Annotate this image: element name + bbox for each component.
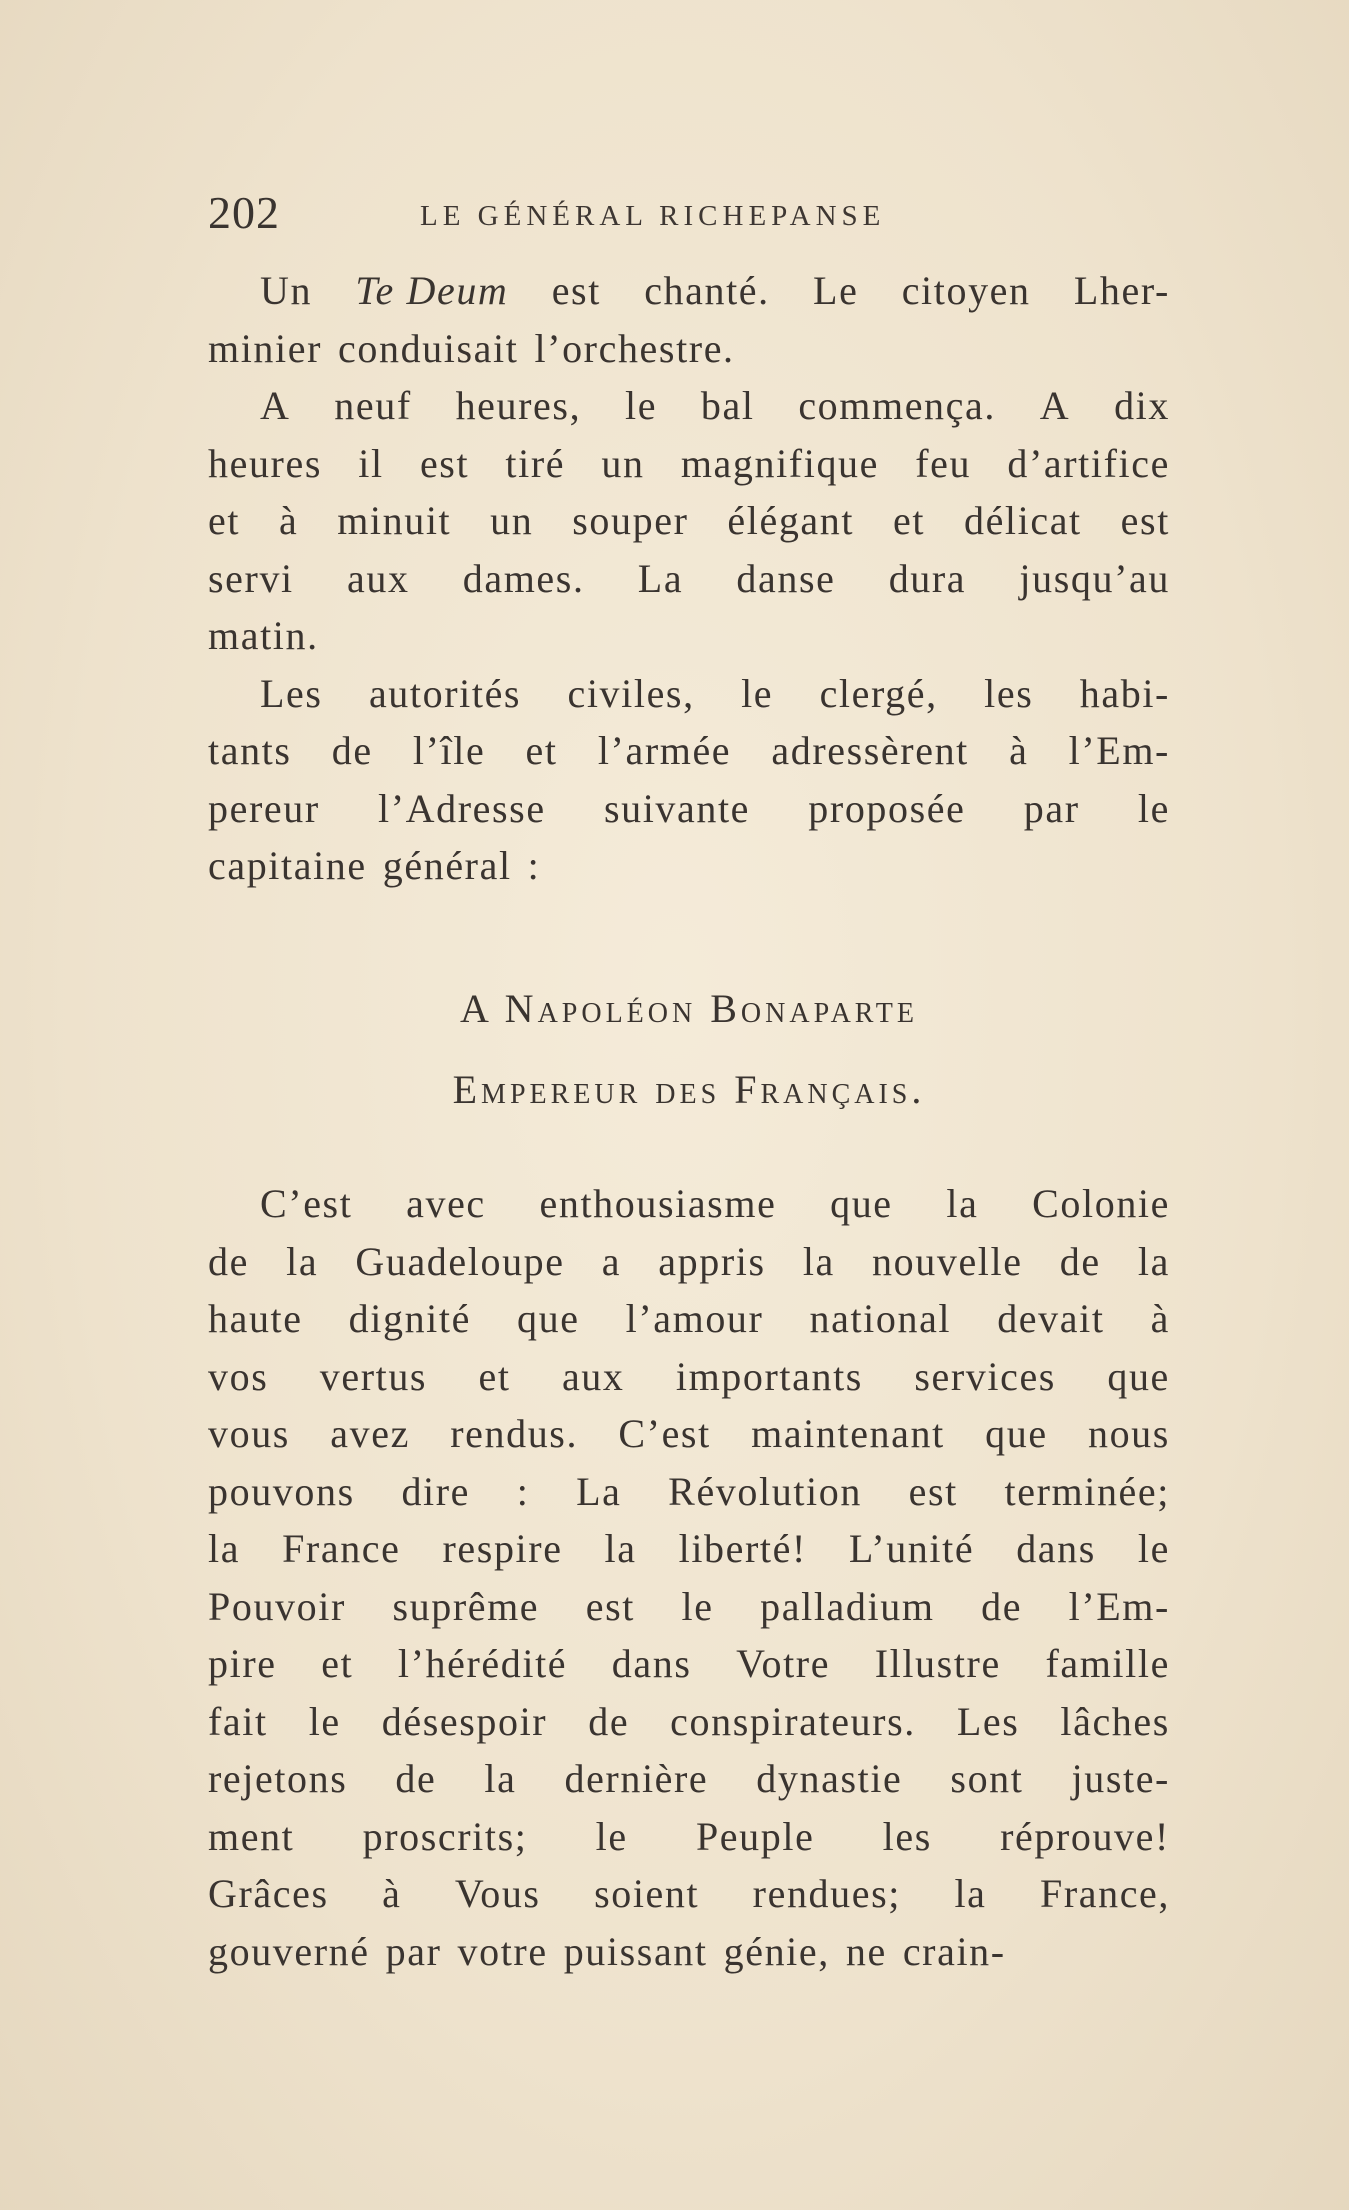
word: la [208, 1526, 241, 1571]
word: la [802, 1238, 835, 1284]
text-line [208, 1808, 1170, 1866]
word: A [260, 383, 291, 428]
paragraph-bal [208, 377, 1170, 665]
word: que [1107, 1353, 1170, 1399]
word: heures, [455, 383, 582, 428]
word: un [601, 440, 645, 486]
word: est [585, 1583, 635, 1629]
word: autorités [368, 670, 522, 716]
word: pereur [208, 785, 320, 831]
text-line [208, 1865, 1170, 1923]
word: dire [401, 1468, 471, 1514]
word: dynastie [756, 1756, 903, 1801]
word: enthousiasme [539, 1181, 777, 1226]
word: désespoir [381, 1698, 548, 1744]
word: aux [346, 555, 410, 601]
word: La [576, 1468, 622, 1514]
word: palladium [760, 1583, 935, 1629]
word: rendues; [752, 1871, 901, 1916]
paragraph-adresse [208, 1175, 1170, 1980]
word: France [282, 1526, 401, 1571]
word: souper [572, 498, 689, 543]
word: C’est [618, 1411, 711, 1456]
word: de [588, 1698, 630, 1744]
text-line [208, 1405, 1170, 1463]
word: magnifique [680, 440, 879, 486]
word: les [882, 1813, 932, 1859]
word: vertus [319, 1353, 428, 1399]
word: Votre [736, 1641, 831, 1686]
word: pire [208, 1641, 277, 1686]
word: liberté! [678, 1526, 807, 1571]
word: est [419, 440, 470, 486]
word: que [517, 1296, 580, 1341]
word: servi [208, 555, 294, 601]
word: général [382, 843, 512, 888]
word: la [954, 1871, 987, 1916]
word: gouverné [208, 1928, 370, 1974]
word: Colonie [1032, 1181, 1170, 1226]
text-line [208, 492, 1170, 550]
address-title-line-2: Empereur des Français. [452, 1067, 926, 1112]
body-text-lower [208, 1175, 1170, 1980]
word: et [525, 728, 558, 773]
text-line [208, 607, 1170, 665]
word: l’armée [597, 728, 732, 773]
word: haute [208, 1296, 303, 1341]
word: A [1039, 383, 1071, 428]
word: le [308, 1698, 341, 1744]
running-title: LE GÉNÉRAL RICHEPANSE [420, 200, 886, 232]
word: danse [736, 555, 836, 601]
paragraph-te-deum [208, 262, 1170, 377]
word: la [604, 1526, 637, 1571]
word: proposée [808, 785, 966, 831]
word: le [1137, 785, 1170, 831]
word: Guadeloupe [355, 1238, 565, 1284]
word: Le [813, 268, 859, 313]
word: lâches [1060, 1698, 1170, 1744]
word: tiré [505, 440, 566, 486]
word: Lher- [1073, 268, 1170, 313]
word: ment [208, 1813, 295, 1859]
word: capitaine [208, 843, 367, 888]
word: puissant [563, 1928, 708, 1974]
word: Révolution [668, 1468, 862, 1514]
word: Un [260, 268, 313, 313]
text-line [208, 1693, 1170, 1751]
text-line [208, 1578, 1170, 1636]
word: est [551, 268, 601, 313]
word: juste- [1071, 1756, 1170, 1801]
address-title-line-1: A Napoléon Bonaparte [460, 986, 918, 1031]
word: et [321, 1641, 354, 1686]
word: par [1023, 785, 1080, 831]
word: un [490, 498, 534, 543]
word: national [809, 1296, 952, 1341]
word: réprouve! [1000, 1813, 1170, 1859]
word: de [1059, 1238, 1101, 1284]
word: l’Em- [1068, 728, 1170, 773]
word: la [484, 1756, 517, 1801]
text-line [208, 320, 1170, 378]
word: à [1150, 1296, 1170, 1341]
word: il [358, 440, 384, 486]
word: à [1009, 728, 1029, 773]
word: dura [888, 555, 967, 601]
word: et [893, 498, 926, 543]
word: sont [950, 1756, 1024, 1801]
word: respire [442, 1526, 563, 1571]
word: Vous [454, 1871, 541, 1916]
word: aux [561, 1353, 625, 1399]
word: commença. [798, 383, 996, 428]
word: dames. [462, 555, 585, 601]
word: élégant [727, 498, 855, 543]
word: dernière [564, 1756, 709, 1801]
page-header [208, 186, 968, 246]
word: avez [330, 1411, 410, 1456]
text-line [208, 550, 1170, 608]
word: La [637, 555, 684, 601]
word: terminée; [1004, 1468, 1170, 1514]
word: que [830, 1181, 893, 1226]
word: votre [457, 1928, 548, 1974]
word: avec [406, 1181, 486, 1226]
word: France, [1039, 1871, 1170, 1916]
word: importants [675, 1353, 863, 1399]
text-line [208, 1463, 1170, 1521]
word: minier [208, 325, 323, 371]
word: appris [658, 1238, 766, 1284]
word: le [681, 1583, 714, 1629]
word: conduisait [338, 325, 519, 371]
word: crain- [902, 1928, 1006, 1974]
word: clergé, [819, 670, 938, 716]
word: la [286, 1238, 319, 1284]
word: Peuple [695, 1813, 815, 1859]
word: habi- [1079, 670, 1170, 716]
word: Te Deum [355, 268, 509, 313]
word: la [1137, 1238, 1170, 1284]
word: le [1137, 1526, 1170, 1571]
word: Illustre [874, 1641, 1001, 1686]
text-line [208, 1348, 1170, 1406]
word: rejetons [208, 1756, 348, 1801]
word: fait [208, 1698, 268, 1744]
word: le [595, 1813, 628, 1859]
word: à [382, 1871, 402, 1916]
word: : [516, 1468, 530, 1514]
word: de [331, 728, 373, 773]
word: génie, [723, 1928, 830, 1974]
word: Grâces [208, 1871, 329, 1916]
word: nous [1087, 1411, 1170, 1456]
word: l’île [412, 728, 486, 773]
text-line [208, 1520, 1170, 1578]
word: devait [997, 1296, 1105, 1341]
word: rendus. [450, 1411, 579, 1456]
word: C’est [260, 1181, 353, 1226]
word: : [527, 843, 541, 888]
word: et [478, 1353, 511, 1399]
word: suprême [392, 1583, 540, 1629]
word: chanté. [644, 268, 770, 313]
word: maintenant [751, 1411, 945, 1456]
word: a [601, 1238, 622, 1284]
word: dans [1016, 1526, 1096, 1571]
word: est [908, 1468, 958, 1514]
word: heures [208, 440, 322, 486]
word: L’unité [848, 1526, 975, 1571]
word: de [395, 1756, 437, 1801]
text-line [208, 837, 1170, 895]
word: matin. [208, 613, 319, 658]
text-line [208, 1750, 1170, 1808]
word: l’Em- [1068, 1583, 1170, 1629]
word: la [946, 1181, 979, 1226]
word: ne [845, 1928, 887, 1974]
word: par [385, 1928, 442, 1974]
text-line [208, 780, 1170, 838]
word: est [1120, 498, 1170, 543]
word: citoyen [901, 268, 1031, 313]
word: services [914, 1353, 1056, 1399]
word: conspirateurs. [670, 1698, 916, 1744]
word: de [981, 1583, 1023, 1629]
text-line [208, 722, 1170, 780]
word: de [208, 1238, 249, 1284]
word: minuit [337, 498, 452, 543]
word: nouvelle [872, 1238, 1023, 1284]
word: le [741, 670, 774, 716]
text-line [208, 1290, 1170, 1348]
word: neuf [334, 383, 412, 428]
paragraph-autorites [208, 665, 1170, 895]
text-line [208, 1233, 1170, 1291]
word: bal [700, 383, 755, 428]
word: feu [915, 440, 972, 486]
word: proscrits; [362, 1813, 528, 1859]
word: vous [208, 1411, 290, 1456]
word: soient [594, 1871, 700, 1916]
page-number: 202 [208, 187, 280, 238]
word: l’amour [625, 1296, 764, 1341]
word: dix [1114, 383, 1170, 428]
word: l’hérédité [397, 1641, 568, 1686]
word: pouvons [208, 1468, 355, 1514]
word: les [984, 670, 1034, 716]
word: dignité [348, 1296, 471, 1341]
word: Les [260, 670, 323, 716]
word: l’Adresse [378, 785, 546, 831]
body-text-upper [208, 262, 1170, 895]
word: Les [956, 1698, 1020, 1744]
word: adressèrent [771, 728, 969, 773]
word: l’orchestre. [534, 325, 735, 371]
word: suivante [603, 785, 751, 831]
text-line [208, 1175, 1170, 1233]
text-line [208, 665, 1170, 723]
word: tants [208, 728, 292, 773]
word: Pouvoir [208, 1583, 346, 1629]
word: dans [611, 1641, 692, 1686]
word: vos [208, 1353, 269, 1399]
word: le [624, 383, 658, 428]
text-line [208, 435, 1170, 493]
text-line [208, 377, 1170, 435]
word: que [985, 1411, 1048, 1456]
text-line [208, 1923, 1170, 1981]
word: civiles, [567, 670, 695, 716]
word: délicat [963, 498, 1082, 543]
word: à [278, 498, 299, 543]
text-line [208, 262, 1170, 320]
word: d’artifice [1007, 440, 1170, 486]
word: et [208, 498, 241, 543]
word: jusqu’au [1019, 555, 1170, 601]
text-line [208, 1635, 1170, 1693]
word: famille [1045, 1641, 1170, 1686]
